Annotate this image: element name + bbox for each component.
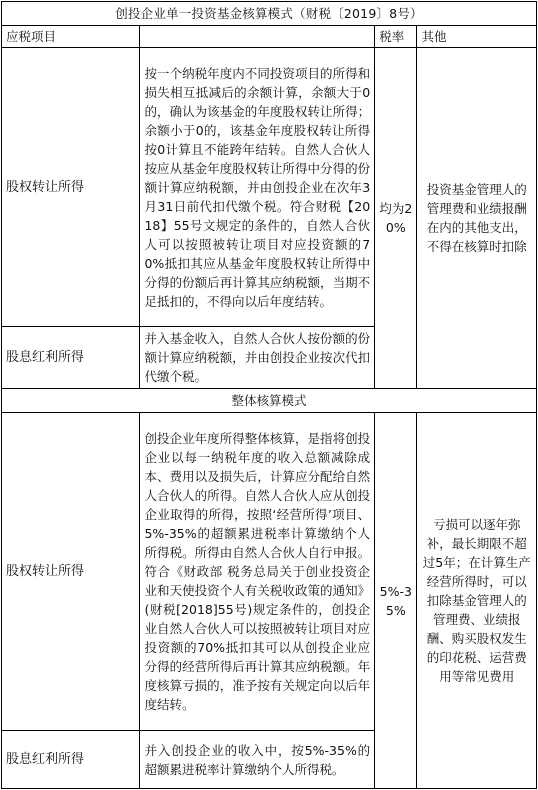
overall-rate: 5%-35% [375,413,417,789]
single-equity-row [2,48,537,327]
overall-equity-row [2,413,537,731]
overall-equity-desc: 创投企业年度所得整体核算，是指将创投企业以每一纳税年度的收入总额减除成本、费用以及损失后，计算应分配给自然人合伙人的所得。自然人合伙人应从创投企业取得的所得，按照‘经营所得’项目、5%-35%的超额累进税率计算缴纳个人所得税。所得由自然人合伙人自行申报。符合《财政部 税务总局关于创业投资企业和天使投资个人有关税收政策的通知》(财税[2018]55号)规定条件的，创投企业自然人合伙人可以按照被转让项目对应投资额的70%抵扣其可以从创投企业应分得的经营所得后再计算其应纳税额。年度核算亏损的，准予按有关规定向以后年度结转。 [140,413,375,731]
single-dividend-desc: 并入基金收入，自然人合伙人按份额的份额计算应纳税额，并由创投企业按次代扣代缴个税。 [140,327,375,389]
section-title-row [2,389,537,413]
header-row [2,26,537,48]
header-desc [140,26,375,48]
overall-equity-label: 股权转让所得 [2,413,140,731]
single-rate: 均为20% [375,48,417,389]
overall-other: 亏损可以逐年弥补，最长期限不超过5年；在计算生产经营所得时，可以扣除基金管理人的管理费、业绩报酬、购买股权发生的印花税、运营费用等常见费用 [417,413,537,789]
table-title: 创投企业单一投资基金核算模式（财税〔2019〕8号） [2,2,537,26]
tax-table [1,1,537,789]
single-equity-desc: 按一个纳税年度内不同投资项目的所得和损失相互抵减后的余额计算，余额大于0的，确认为该基金的年度股权转让所得；余额小于0的，该基金年度股权转让所得按0计算且不能跨年结转。自然人合伙人按应从基金年度股权转让所得中分得的份额计算应纳税额，并由创投企业在次年3月31日前代扣代缴个税。符合财税【2018】55号文规定的条件的，自然人合伙人可以按照被转让项目对应投资额的70%抵扣其应从基金年度股权转让所得中分得的份额后再计算其应纳税额，当期不足抵扣的，不得向以后年度结转。 [140,48,375,327]
single-dividend-label: 股息红利所得 [2,327,140,389]
overall-dividend-desc: 并入创投企业的收入中，按5%-35%的超额累进税率计算缴纳个人所得税。 [140,731,375,789]
header-other: 其他 [417,26,537,48]
header-rate: 税率 [375,26,417,48]
single-other: 投资基金管理人的管理费和业绩报酬在内的其他支出，不得在核算时扣除 [417,48,537,389]
header-item: 应税项目 [2,26,140,48]
overall-section-title: 整体核算模式 [2,389,537,413]
overall-dividend-label: 股息红利所得 [2,731,140,789]
single-equity-label: 股权转让所得 [2,48,140,327]
